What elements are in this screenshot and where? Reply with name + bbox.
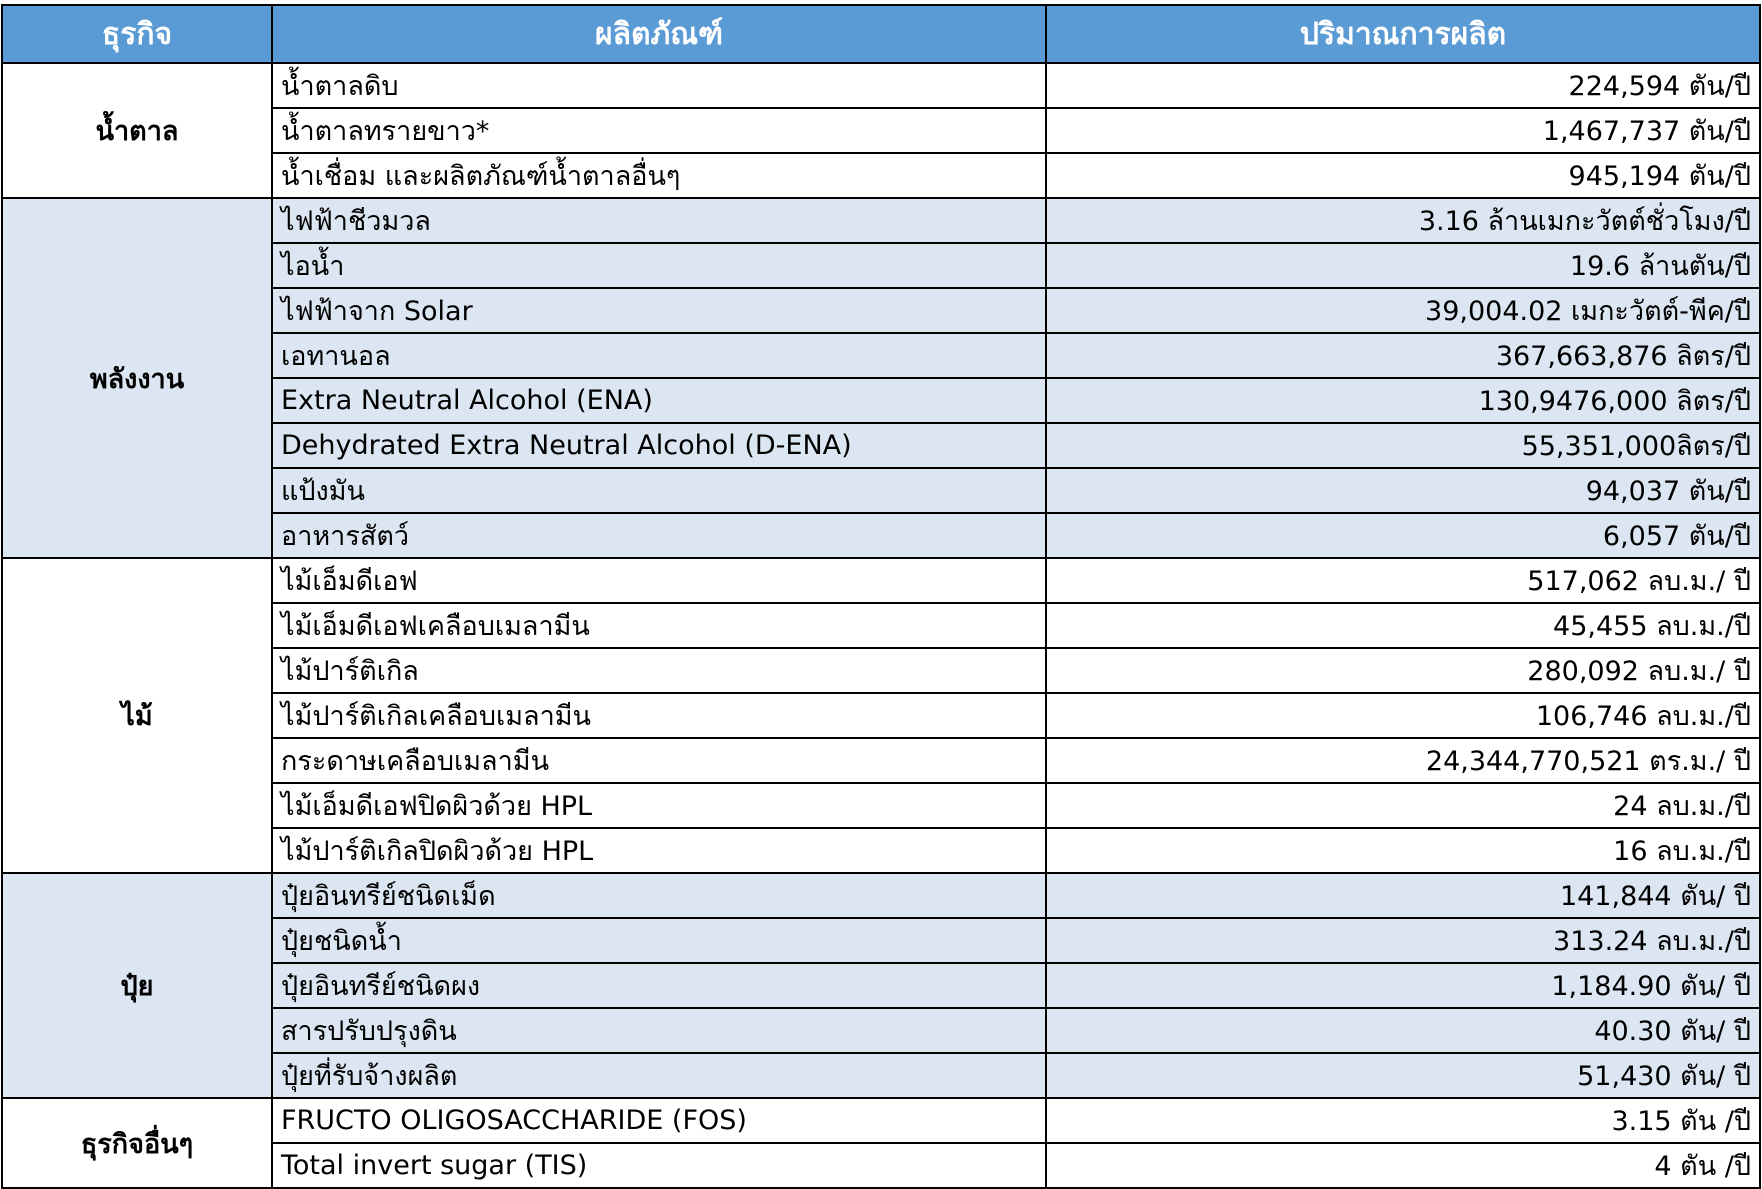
quantity-cell: 16 ลบ.ม./ปี: [1046, 828, 1760, 873]
table-row: [2, 198, 1760, 243]
quantity-cell: 39,004.02 เมกะวัตต์-พีค/ปี: [1046, 288, 1760, 333]
quantity-cell: 19.6 ล้านตัน/ปี: [1046, 243, 1760, 288]
header-product: ผลิตภัณฑ์: [272, 5, 1046, 63]
quantity-cell: 6,057 ตัน/ปี: [1046, 513, 1760, 558]
table-row: [2, 873, 1760, 918]
quantity-cell: 51,430 ตัน/ ปี: [1046, 1053, 1760, 1098]
product-cell: อาหารสัตว์: [272, 513, 1046, 558]
header-row: [2, 5, 1760, 63]
product-cell: น้ำตาลทรายขาว*: [272, 108, 1046, 153]
header-quantity: ปริมาณการผลิต: [1046, 5, 1760, 63]
quantity-cell: 130,9476,000 ลิตร/ปี: [1046, 378, 1760, 423]
product-cell: ไม้ปาร์ติเกิลเคลือบเมลามีน: [272, 693, 1046, 738]
quantity-cell: 313.24 ลบ.ม./ปี: [1046, 918, 1760, 963]
quantity-cell: 1,467,737 ตัน/ปี: [1046, 108, 1760, 153]
quantity-cell: 280,092 ลบ.ม./ ปี: [1046, 648, 1760, 693]
quantity-cell: 1,184.90 ตัน/ ปี: [1046, 963, 1760, 1008]
product-cell: ปุ๋ยที่รับจ้างผลิต: [272, 1053, 1046, 1098]
quantity-cell: 24 ลบ.ม./ปี: [1046, 783, 1760, 828]
product-cell: ปุ๋ยชนิดน้ำ: [272, 918, 1046, 963]
business-cell-energy: พลังงาน: [2, 198, 272, 558]
product-cell: กระดาษเคลือบเมลามีน: [272, 738, 1046, 783]
product-cell: ไม้เอ็มดีเอฟ: [272, 558, 1046, 603]
quantity-cell: 55,351,000ลิตร/ปี: [1046, 423, 1760, 468]
product-cell: Dehydrated Extra Neutral Alcohol (D-ENA): [272, 423, 1046, 468]
table-row: [2, 558, 1760, 603]
quantity-cell: 517,062 ลบ.ม./ ปี: [1046, 558, 1760, 603]
business-cell-other: ธุรกิจอื่นๆ: [2, 1098, 272, 1188]
product-cell: FRUCTO OLIGOSACCHARIDE (FOS): [272, 1098, 1046, 1143]
quantity-cell: 24,344,770,521 ตร.ม./ ปี: [1046, 738, 1760, 783]
business-cell-fertilizer: ปุ๋ย: [2, 873, 272, 1098]
table-row: [2, 63, 1760, 108]
business-cell-wood: ไม้: [2, 558, 272, 873]
product-cell: ปุ๋ยอินทรีย์ชนิดผง: [272, 963, 1046, 1008]
quantity-cell: 945,194 ตัน/ปี: [1046, 153, 1760, 198]
quantity-cell: 106,746 ลบ.ม./ปี: [1046, 693, 1760, 738]
product-cell: ไม้ปาร์ติเกิล: [272, 648, 1046, 693]
product-cell: Extra Neutral Alcohol (ENA): [272, 378, 1046, 423]
product-cell: สารปรับปรุงดิน: [272, 1008, 1046, 1053]
product-cell: ไม้เอ็มดีเอฟปิดผิวด้วย HPL: [272, 783, 1046, 828]
product-cell: ไฟฟ้าชีวมวล: [272, 198, 1046, 243]
product-cell: เอทานอล: [272, 333, 1046, 378]
product-cell: น้ำตาลดิบ: [272, 63, 1046, 108]
quantity-cell: 45,455 ลบ.ม./ปี: [1046, 603, 1760, 648]
product-cell: แป้งมัน: [272, 468, 1046, 513]
product-cell: ไอน้ำ: [272, 243, 1046, 288]
product-cell: ปุ๋ยอินทรีย์ชนิดเม็ด: [272, 873, 1046, 918]
product-cell: ไฟฟ้าจาก Solar: [272, 288, 1046, 333]
quantity-cell: 3.15 ตัน /ปี: [1046, 1098, 1760, 1143]
product-cell: ไม้เอ็มดีเอฟเคลือบเมลามีน: [272, 603, 1046, 648]
quantity-cell: 367,663,876 ลิตร/ปี: [1046, 333, 1760, 378]
business-cell-sugar: น้ำตาล: [2, 63, 272, 198]
table-row: [2, 1098, 1760, 1143]
product-cell: ไม้ปาร์ติเกิลปิดผิวด้วย HPL: [272, 828, 1046, 873]
quantity-cell: 224,594 ตัน/ปี: [1046, 63, 1760, 108]
product-cell: น้ำเชื่อม และผลิตภัณฑ์น้ำตาลอื่นๆ: [272, 153, 1046, 198]
quantity-cell: 4 ตัน /ปี: [1046, 1143, 1760, 1188]
quantity-cell: 40.30 ตัน/ ปี: [1046, 1008, 1760, 1053]
quantity-cell: 94,037 ตัน/ปี: [1046, 468, 1760, 513]
production-table: [1, 4, 1761, 1189]
header-business: ธุรกิจ: [2, 5, 272, 63]
quantity-cell: 3.16 ล้านเมกะวัตต์ชั่วโมง/ปี: [1046, 198, 1760, 243]
quantity-cell: 141,844 ตัน/ ปี: [1046, 873, 1760, 918]
product-cell: Total invert sugar (TIS): [272, 1143, 1046, 1188]
